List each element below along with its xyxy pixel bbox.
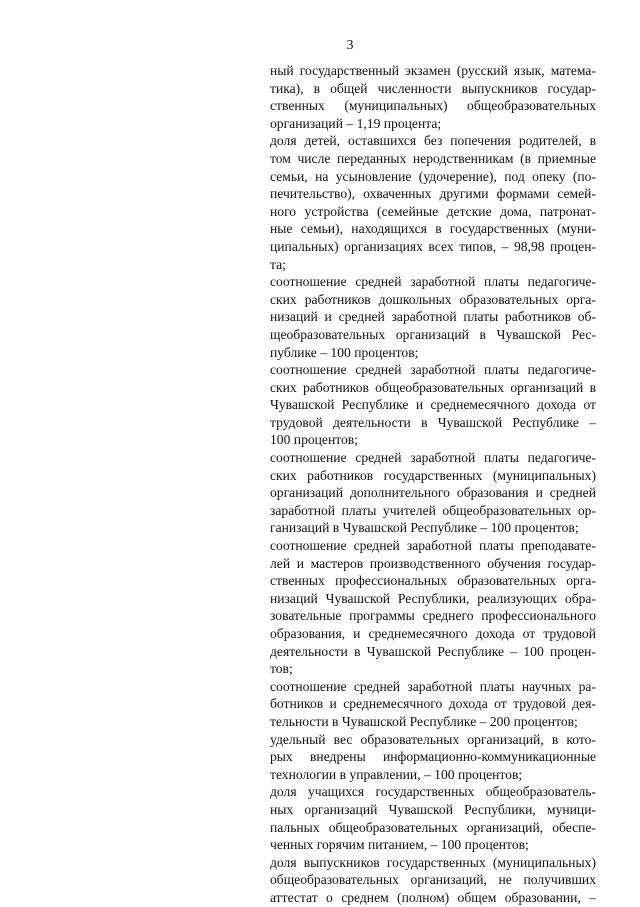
- text-line: тика), в общей численности выпускников государ-: [270, 80, 596, 96]
- text-line: образования, и среднемесячного дохода от трудовой: [270, 626, 596, 641]
- text-line: соотношение средней заработной платы педагогиче-: [270, 362, 596, 378]
- text-line: тов;: [270, 661, 293, 677]
- text-line: 100 процентов;: [270, 432, 358, 448]
- document-body: [270, 62, 596, 907]
- text-line: ственных (муниципальных) общеобразовательных: [270, 98, 596, 114]
- text-line: соотношение средней заработной платы педагогиче-: [270, 274, 596, 290]
- text-line: ных организаций Чувашской Республики, муници-: [270, 801, 596, 817]
- text-line: ципальных) организациях всех типов, – 98,98 процен-: [270, 238, 596, 254]
- text-line: организаций – 1,19 процента;: [270, 115, 442, 131]
- text-line: Чувашской Республике и среднемесячного дохода от: [270, 397, 596, 413]
- text-line: пальных общеобразовательных организаций, обеспе-: [270, 819, 596, 835]
- text-line: технологии в управлении, – 100 процентов;: [270, 766, 523, 782]
- page-number: 3: [346, 38, 354, 53]
- text-line: трудовой деятельности в Чувашской Республике –: [270, 414, 596, 430]
- text-line: соотношение средней заработной платы научных ра-: [270, 678, 596, 694]
- text-line: низаций и средней заработной платы работников об-: [270, 309, 596, 325]
- text-line: ганизаций в Чувашской Республике – 100 процентов;: [270, 520, 579, 536]
- text-line: низаций Чувашской Республики, реализующих обра-: [270, 590, 596, 606]
- text-line: ченных горячим питанием, – 100 процентов;: [270, 837, 529, 853]
- text-line: лей и мастеров производственного обучения государ-: [270, 555, 596, 571]
- text-line: ских работников государственных (муниципальных): [270, 467, 596, 483]
- text-line: ный государственный экзамен (русский язык, матема-: [270, 63, 596, 78]
- text-line: ного устройства (семейные детские дома, патронат-: [270, 203, 596, 219]
- text-line: семьи, на усыновление (удочерение), под опеку (по-: [270, 168, 596, 184]
- text-line: тельности в Чувашской Республике – 200 процентов;: [270, 713, 578, 729]
- text-line: доля выпускников государственных (муниципальных): [270, 854, 596, 870]
- text-line: удельный вес образовательных организаций, в кото-: [270, 731, 596, 747]
- text-line: том числе переданных неродственникам (в приемные: [270, 150, 596, 166]
- text-line: доля учащихся государственных общеобразователь-: [270, 784, 596, 800]
- text-line: ственных профессиональных образовательных орга-: [270, 573, 596, 589]
- text-line: рых внедрены информационно-коммуникационные: [270, 749, 596, 765]
- text-line: соотношение средней заработной платы педагогиче-: [270, 450, 596, 466]
- text-line: организаций дополнительного образования и средней: [270, 485, 596, 501]
- text-line: та;: [270, 256, 286, 272]
- text-line: ботников и среднемесячного дохода от трудовой дея-: [270, 696, 596, 712]
- text-line: ских работников дошкольных образовательных орга-: [270, 291, 596, 307]
- text-line: деятельности в Чувашской Республике – 100 процен-: [270, 643, 596, 659]
- text-line: зовательные программы среднего профессионального: [270, 608, 596, 624]
- text-line: доля детей, оставшихся без попечения родителей, в: [270, 133, 596, 149]
- text-line: аттестат о среднем (полном) общем образовании, –: [270, 889, 596, 905]
- text-line: общеобразовательных организаций, не получивших: [270, 872, 596, 888]
- text-line: публике – 100 процентов;: [270, 344, 419, 360]
- text-line: ные семьи), находящихся в государственных (муни-: [270, 221, 596, 237]
- text-line: ских работников общеобразовательных организаций в: [270, 379, 596, 395]
- text-line: соотношение средней заработной платы преподавате-: [270, 538, 596, 554]
- text-line: щеобразовательных организаций в Чувашской Рес-: [270, 326, 596, 342]
- text-line: печительство), охваченных другими формами семей-: [270, 186, 596, 202]
- text-line: заработной платы учителей общеобразовательных ор-: [270, 502, 596, 518]
